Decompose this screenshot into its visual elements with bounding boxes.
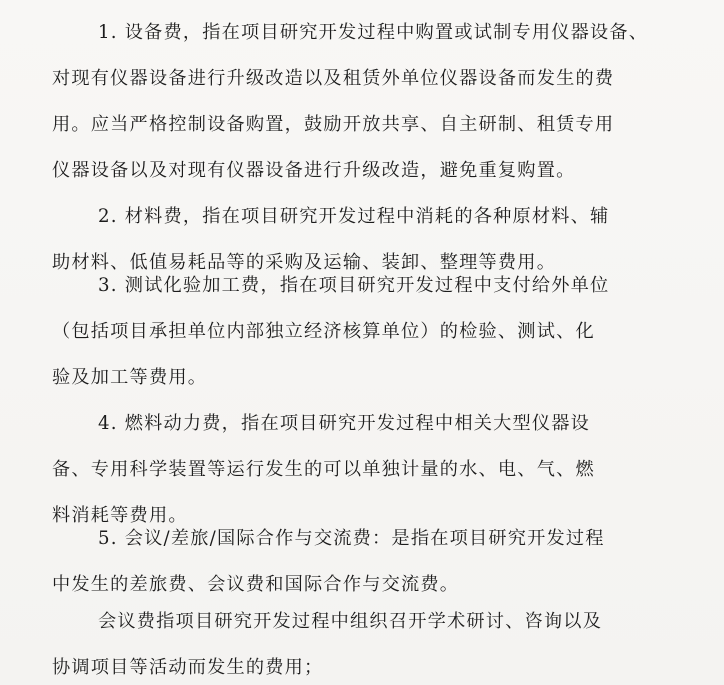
paragraph-line: 5. 会议/差旅/国际合作与交流费：是指在项目研究开发过程 [98, 528, 605, 549]
paragraph-line: 料消耗等费用。 [52, 505, 188, 526]
paragraph-line: （包括项目承担单位内部独立经济核算单位）的检验、测试、化 [52, 321, 595, 342]
paragraph-line: 验及加工等费用。 [52, 367, 208, 388]
paragraph-line: 协调项目等活动而发生的费用； [52, 657, 324, 678]
paragraph-equipment-fee [52, 10, 672, 194]
paragraph-meeting-fee-definition [52, 599, 672, 685]
paragraph-testing-fee [52, 263, 672, 401]
paragraph-line: 会议费指项目研究开发过程中组织召开学术研讨、咨询以及 [98, 611, 603, 632]
paragraph-line: 3. 测试化验加工费，指在项目研究开发过程中支付给外单位 [98, 275, 610, 296]
paragraph-line: 2. 材料费，指在项目研究开发过程中消耗的各种原材料、辅 [98, 206, 610, 227]
paragraph-line: 对现有仪器设备进行升级改造以及租赁外单位仪器设备而发生的费 [52, 68, 615, 89]
paragraph-line: 4. 燃料动力费，指在项目研究开发过程中相关大型仪器设 [98, 413, 591, 434]
paragraph-line: 仪器设备以及对现有仪器设备进行升级改造，避免重复购置。 [52, 160, 576, 181]
paragraph-line: 助材料、低值易耗品等的采购及运输、装卸、整理等费用。 [52, 252, 557, 273]
paragraph-meeting-travel-fee [52, 516, 672, 608]
paragraph-line: 中发生的差旅费、会议费和国际合作与交流费。 [52, 574, 460, 595]
paragraph-line: 备、专用科学装置等运行发生的可以单独计量的水、电、气、燃 [52, 459, 595, 480]
paragraph-line: 用。应当严格控制设备购置，鼓励开放共享、自主研制、租赁专用 [52, 114, 615, 135]
paragraph-line: 1. 设备费，指在项目研究开发过程中购置或试制专用仪器设备、 [98, 22, 649, 43]
